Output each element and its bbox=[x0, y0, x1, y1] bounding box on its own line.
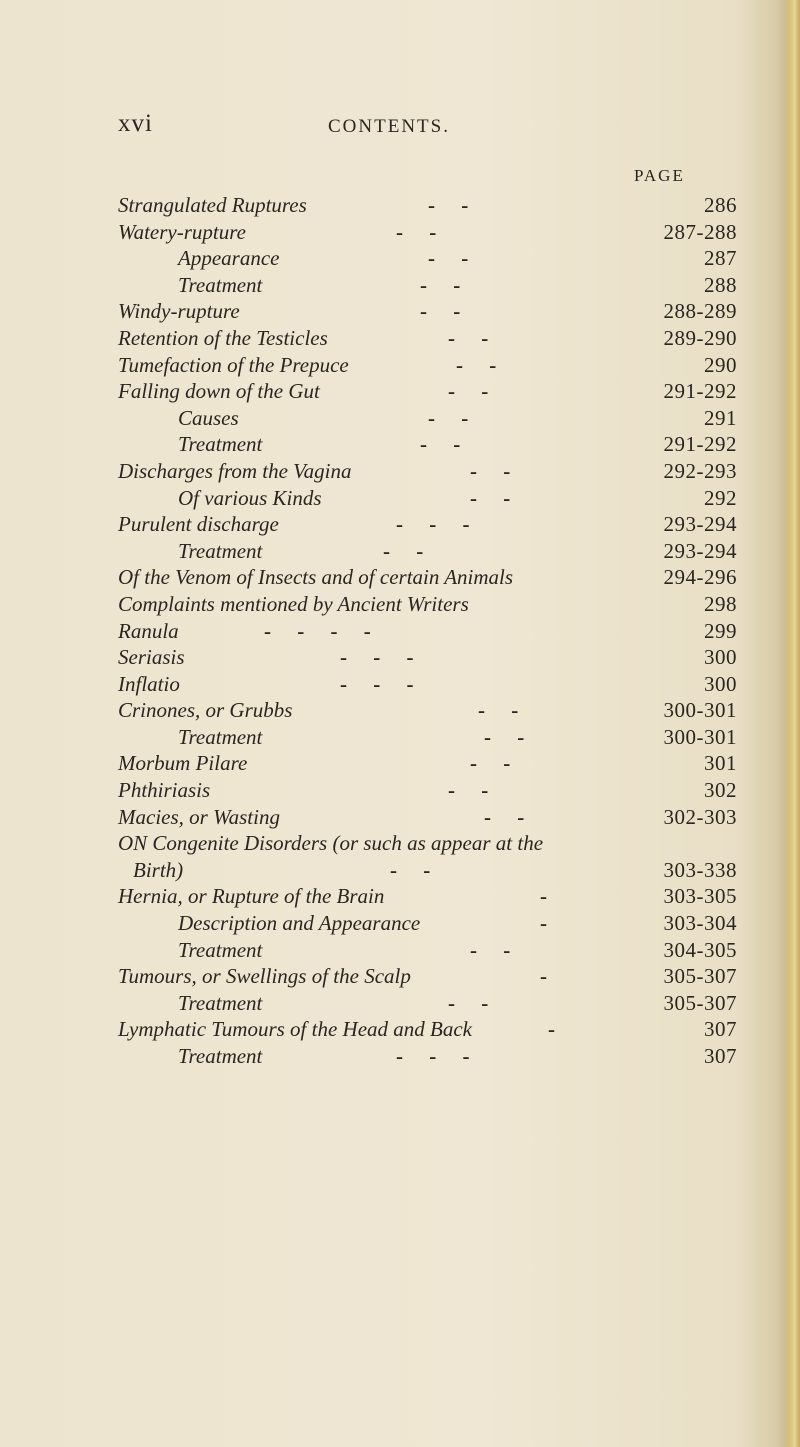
toc-entry-title: Birth) bbox=[133, 857, 184, 882]
toc-entry bbox=[0, 963, 800, 990]
toc-entry-title: Macies, or Wasting bbox=[118, 804, 280, 829]
toc-entry-page: 286 bbox=[704, 193, 737, 217]
toc-entry bbox=[0, 804, 800, 831]
page-column-header: PAGE bbox=[634, 166, 685, 185]
toc-entry bbox=[0, 697, 800, 724]
toc-entry-leader: - - - bbox=[340, 645, 414, 670]
toc-entry-leader: - - bbox=[428, 405, 469, 430]
toc-entry-title: Discharges from the Vagina bbox=[118, 458, 352, 483]
toc-entry-page: 303-338 bbox=[663, 857, 737, 882]
toc-entry-title: Of the Venom of Insects and of certain Animals bbox=[118, 565, 514, 590]
toc-entry bbox=[0, 219, 800, 246]
toc-entry-title: Purulent discharge bbox=[118, 512, 279, 537]
toc-entry-leader: - bbox=[548, 1017, 555, 1042]
toc-entry-page: 300-301 bbox=[663, 724, 737, 749]
toc-entry-title: Causes bbox=[178, 405, 239, 430]
toc-entry-title: Strangulated Ruptures bbox=[118, 193, 307, 217]
toc-entry-title: Treatment bbox=[178, 272, 263, 297]
toc-entry-title: Inflatio bbox=[118, 671, 180, 696]
toc-entry bbox=[0, 325, 800, 352]
toc-entry bbox=[0, 618, 800, 645]
toc-entry-leader: - - bbox=[448, 325, 489, 350]
toc-entry-leader: - - bbox=[428, 246, 469, 271]
toc-entry bbox=[0, 1043, 800, 1070]
toc-entry-leader: - - bbox=[448, 778, 489, 803]
table-of-contents bbox=[0, 192, 800, 1070]
toc-entry bbox=[0, 352, 800, 379]
toc-entry-title: Treatment bbox=[178, 538, 263, 563]
toc-entry-leader: - - - bbox=[396, 512, 470, 537]
toc-entry-leader: - bbox=[540, 911, 547, 936]
toc-entry-leader: - - - - bbox=[264, 618, 371, 643]
toc-entry-page: 301 bbox=[704, 751, 737, 776]
toc-entry-page: 289-290 bbox=[663, 325, 737, 350]
toc-entry-title: Morbum Pilare bbox=[118, 751, 248, 776]
toc-entry-page: 303-304 bbox=[663, 911, 737, 936]
toc-entry-page: 303-305 bbox=[663, 884, 737, 909]
toc-entry bbox=[0, 937, 800, 964]
toc-entry-leader: - - bbox=[456, 352, 497, 377]
toc-entry-title: Hernia, or Rupture of the Brain bbox=[118, 884, 385, 909]
toc-entry-leader: - - bbox=[390, 857, 431, 882]
toc-entry-page: 302 bbox=[704, 778, 737, 803]
toc-entry-title: Seriasis bbox=[118, 645, 185, 670]
toc-entry-page: 305-307 bbox=[663, 964, 737, 989]
toc-entry-page: 298 bbox=[704, 591, 737, 616]
toc-entry-leader: - - bbox=[420, 299, 461, 324]
toc-entry-page: 293-294 bbox=[663, 538, 737, 563]
toc-entry-page: 291 bbox=[704, 405, 737, 430]
toc-entry-title: Treatment bbox=[178, 937, 263, 962]
running-header bbox=[118, 110, 598, 140]
toc-entry-leader: - - bbox=[470, 458, 511, 483]
toc-entry-leader: - - bbox=[478, 698, 519, 723]
toc-entry-page: 299 bbox=[704, 618, 737, 643]
toc-entry-title: ON Congenite Disorders (or such as appear at the bbox=[118, 831, 544, 856]
toc-entry-page: 302-303 bbox=[663, 804, 737, 829]
toc-entry-leader: - - bbox=[383, 538, 424, 563]
toc-entry-leader: - bbox=[540, 964, 547, 989]
toc-entry-title: Windy-rupture bbox=[118, 299, 240, 324]
toc-entry-leader: - - bbox=[470, 485, 511, 510]
toc-entry-title: Lymphatic Tumours of the Head and Back bbox=[118, 1017, 473, 1042]
toc-entry-title: Of various Kinds bbox=[178, 485, 322, 510]
toc-entry-leader: - - bbox=[396, 219, 437, 244]
toc-entry bbox=[0, 405, 800, 432]
toc-entry bbox=[0, 671, 800, 698]
toc-entry-leader: - - - bbox=[396, 1044, 470, 1068]
toc-entry-page: 291-292 bbox=[663, 432, 737, 457]
toc-entry-title: Tumours, or Swellings of the Scalp bbox=[118, 964, 411, 989]
toc-entry-title: Retention of the Testicles bbox=[118, 325, 328, 350]
page-number: xvi bbox=[118, 110, 153, 137]
toc-entry-page: 293-294 bbox=[663, 512, 737, 537]
toc-entry-leader: - bbox=[540, 884, 547, 909]
toc-entry-page: 294-296 bbox=[663, 565, 737, 590]
toc-entry bbox=[0, 1016, 800, 1043]
toc-entry-page: 287-288 bbox=[663, 219, 737, 244]
toc-entry-title: Crinones, or Grubbs bbox=[118, 698, 293, 723]
toc-entry-leader: - - - bbox=[340, 671, 414, 696]
toc-entry bbox=[0, 192, 800, 219]
toc-entry-title: Watery-rupture bbox=[118, 219, 246, 244]
toc-entry-title: Phthiriasis bbox=[118, 778, 211, 803]
toc-entry-title: Tumefaction of the Prepuce bbox=[118, 352, 349, 377]
toc-entry-title: Appearance bbox=[178, 246, 280, 271]
toc-entry-title: Treatment bbox=[178, 990, 263, 1015]
toc-entry bbox=[0, 724, 800, 751]
toc-entry-leader: - - bbox=[420, 272, 461, 297]
toc-entry bbox=[0, 245, 800, 272]
toc-entry-title: Treatment bbox=[178, 724, 263, 749]
toc-entry-page: 300 bbox=[704, 671, 737, 696]
toc-entry bbox=[0, 431, 800, 458]
toc-entry-title: Falling down of the Gut bbox=[118, 379, 320, 404]
toc-entry bbox=[0, 511, 800, 538]
toc-entry bbox=[0, 644, 800, 671]
toc-entry bbox=[0, 857, 800, 884]
toc-entry-page: 307 bbox=[704, 1044, 737, 1068]
toc-entry-page: 292-293 bbox=[663, 458, 737, 483]
toc-entry bbox=[0, 750, 800, 777]
toc-entry bbox=[0, 298, 800, 325]
toc-entry-leader: - - bbox=[470, 751, 511, 776]
toc-entry-leader: - - bbox=[470, 937, 511, 962]
toc-entry-leader: - - bbox=[428, 193, 469, 217]
toc-entry bbox=[0, 910, 800, 937]
toc-entry-title: Description and Appearance bbox=[178, 911, 421, 936]
toc-entry-title: Treatment bbox=[178, 1044, 263, 1068]
toc-entry-title: Treatment bbox=[178, 432, 263, 457]
toc-entry-page: 300 bbox=[704, 645, 737, 670]
toc-entry-page: 305-307 bbox=[663, 990, 737, 1015]
toc-entry bbox=[0, 458, 800, 485]
toc-entry-page: 307 bbox=[704, 1017, 737, 1042]
toc-entry-leader: - - bbox=[420, 432, 461, 457]
toc-entry bbox=[0, 564, 800, 591]
toc-entry-leader: - - bbox=[448, 379, 489, 404]
toc-entry-page: 290 bbox=[704, 352, 737, 377]
toc-entry-page: 288-289 bbox=[663, 299, 737, 324]
toc-entry-leader: - - bbox=[484, 724, 525, 749]
toc-entry-page: 287 bbox=[704, 246, 737, 271]
toc-entry bbox=[0, 378, 800, 405]
running-title: CONTENTS. bbox=[328, 116, 450, 137]
toc-entry-page: 292 bbox=[704, 485, 737, 510]
toc-entry-page: 291-292 bbox=[663, 379, 737, 404]
toc-entry bbox=[0, 272, 800, 299]
toc-entry-leader: - - bbox=[484, 804, 525, 829]
toc-entry bbox=[0, 777, 800, 804]
toc-entry-page: 304-305 bbox=[663, 937, 737, 962]
toc-entry-leader: - - bbox=[448, 990, 489, 1015]
toc-entry bbox=[0, 990, 800, 1017]
toc-entry bbox=[0, 538, 800, 565]
toc-entry bbox=[0, 485, 800, 512]
toc-entry bbox=[0, 883, 800, 910]
toc-entry-title: Complaints mentioned by Ancient Writers bbox=[118, 591, 469, 616]
toc-entry bbox=[0, 591, 800, 618]
toc-entry-page: 288 bbox=[704, 272, 737, 297]
toc-entry-page: 300-301 bbox=[663, 698, 737, 723]
toc-entry bbox=[0, 830, 800, 857]
toc-entry-title: Ranula bbox=[118, 618, 179, 643]
